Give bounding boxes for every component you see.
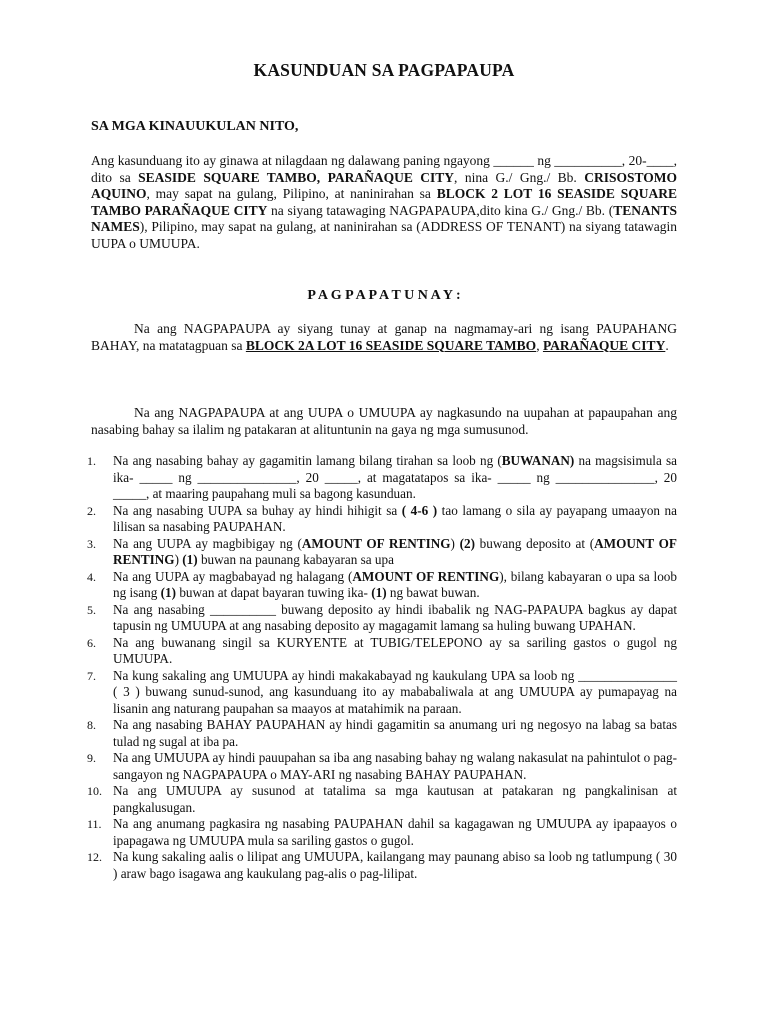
term-item xyxy=(87,816,677,849)
section-heading: P A G P A P A T U N A Y : xyxy=(307,288,461,303)
term-bold: BUWANAN) xyxy=(501,453,575,468)
term-text: Na ang buwanang singil sa KURYENTE at TUBIG/TELEPONO ay sa sariling gastos o gugol ng UMUUPA. xyxy=(113,634,677,666)
landlord-name: CRISOSTOMO AQUINO xyxy=(91,169,678,201)
term-bold: (1) xyxy=(160,585,177,600)
ownership-text: , xyxy=(536,337,543,353)
term-item xyxy=(87,535,677,569)
term-text: Na ang UMUUPA ay susunod at tatalima sa mga kautusan at patakaran ng pangkalinisan at pangkalusugan. xyxy=(113,783,677,815)
term-number: 2. xyxy=(87,503,96,518)
intro-text: Ang kasunduang ito ay ginawa at nilagdaan ng dalawang paning ngayong ______ ng __________, 20-____, dito sa xyxy=(91,153,677,185)
term-text: na magsisimula sa ika- _____ ng _______________, 20 _____, at magatatapos sa ika- _____ ng _______________, 20 _____, at maaring paupahang muli sa bagong kasunduan. xyxy=(113,453,677,501)
term-text: buwang deposito at ( xyxy=(474,535,595,551)
term-text: tao lamang o sila ay payapang umaayon na lilisan sa nasabing PAUPAHAN. xyxy=(113,502,677,534)
tenant-names: TENANTS NAMES xyxy=(91,202,677,234)
intro-text: , may sapat na gulang, Pilipino, at naninirahan sa xyxy=(146,186,437,201)
terms-list xyxy=(87,453,677,882)
term-item xyxy=(87,849,677,882)
term-number: 9. xyxy=(87,751,96,765)
term-text: Na ang anumang pagkasira ng nasabing PAUPAHAN dahil sa kagagawan ng UMUUPA ay ipapaayos o ipapagawa ng UMUUPA mula sa sariling gastos o gugol. xyxy=(113,816,677,848)
term-text: Na kung sakaling ang UMUUPA ay hindi makakabayad ng kaukulang UPA sa loob ng _______________ ( 3 ) buwang sunud-sunod, ang kasunduang ito ay mababaliwala at ang UMUUPA ay pumapayag na lisanin ang naturang paupahan sa maayos at matahimik na paraan. xyxy=(113,667,677,716)
term-number: 4. xyxy=(87,569,96,584)
term-item xyxy=(87,453,677,503)
term-bold: (1) xyxy=(371,585,387,600)
term-item xyxy=(87,750,677,783)
landlord-address: BLOCK 2 LOT 16 SEASIDE SQUARE TAMBO PARAÑAQUE CITY xyxy=(91,186,677,218)
document-title: KASUNDUAN SA PAGPAPAUPA xyxy=(253,60,515,80)
term-number: 11. xyxy=(87,817,102,831)
term-number: 1. xyxy=(87,454,96,468)
intro-text: ), Pilipino, may sapat na gulang, at naninirahan sa (ADDRESS OF TENANT) na siyang tatawagin UUPA o UMUUPA. xyxy=(91,219,677,251)
ownership-text: . xyxy=(665,337,669,353)
ownership-paragraph xyxy=(91,321,677,354)
term-item xyxy=(87,717,677,750)
term-bold: (2) xyxy=(459,535,475,551)
term-number: 7. xyxy=(87,668,96,683)
term-text: Na ang nasabing bahay ay gagamitin lamang bilang tirahan sa loob ng ( xyxy=(113,453,502,468)
agreement-paragraph: Na ang NAGPAPAUPA at ang UUPA o UMUUPA ay nagkasundo na uupahan at papaupahan ang nasabing bahay sa ilalim ng patakaran at alituntunin na gaya ng mga sumusunod. xyxy=(91,405,677,437)
term-text: buwan na paunang kabayaran sa upa xyxy=(197,552,394,567)
intro-paragraph xyxy=(91,153,677,252)
term-number: 3. xyxy=(87,536,96,551)
term-bold: ( 4-6 ) xyxy=(401,502,438,518)
term-text: ), bilang kabayaran o upa sa loob ng isang xyxy=(113,568,677,600)
term-item xyxy=(87,783,677,816)
term-item xyxy=(87,568,677,602)
term-text: ) xyxy=(174,552,183,567)
term-number: 5. xyxy=(87,602,96,617)
term-item xyxy=(87,502,677,536)
term-bold: AMOUNT OF RENTING xyxy=(113,535,677,567)
term-text: Na ang nasabing BAHAY PAUPAHAN ay hindi gagamitin sa anumang uri ng negosyo na labag sa batas tulad ng sugal at iba pa. xyxy=(113,717,677,749)
term-text: Na ang UUPA ay magbibigay ng ( xyxy=(113,535,302,551)
intro-text: , nina G./ Gng./ Bb. xyxy=(454,169,585,185)
term-bold: AMOUNT OF RENTING xyxy=(352,568,500,584)
term-item xyxy=(87,667,677,718)
term-text: Na ang nasabing __________ buwang deposito ay hindi ibabalik ng NAG-PAPAUPA bagkus ay dapat tapusin ng UMUUPA at ang nasabing deposito ay magagamit lamang sa huling buwang UPAHAN. xyxy=(113,601,677,633)
term-text: Na ang UMUUPA ay hindi pauupahan sa iba ang nasabing bahay ng walang nakasulat na pahintulot o pag-sangayon ng NAGPAPAUPA o MAY-ARI ng nasabing BAHAY PAUPAHAN. xyxy=(113,750,677,782)
intro-bold-location: SEASIDE SQUARE TAMBO, PARAÑAQUE CITY xyxy=(138,169,455,185)
term-bold: (1) xyxy=(182,552,198,567)
term-text: Na ang UUPA ay magbabayad ng halagang ( xyxy=(113,568,353,584)
ownership-text: Na ang NAGPAPAUPA ay siyang tunay at ganap na nagmamay-ari ng isang PAUPAHANG BAHAY, na matatagpuan sa xyxy=(91,321,677,353)
term-text: ng bawat buwan. xyxy=(386,585,480,600)
term-item xyxy=(87,634,677,668)
term-text: buwan at dapat bayaran tuwing ika- xyxy=(176,585,372,600)
property-address: BLOCK 2A LOT 16 SEASIDE SQUARE TAMBO xyxy=(245,337,537,353)
term-number: 12. xyxy=(87,850,102,864)
term-number: 8. xyxy=(87,718,96,732)
term-number: 10. xyxy=(87,784,102,798)
salutation: SA MGA KINAUUKULAN NITO, xyxy=(91,119,299,134)
term-text: ) xyxy=(450,535,460,551)
term-item xyxy=(87,601,677,635)
term-number: 6. xyxy=(87,635,96,650)
term-text: Na kung sakaling aalis o lilipat ang UMUUPA, kailangang may paunang abiso sa loob ng tatlumpung ( 30 ) araw bago isagawa ang kaukulang pag-alis o pag-lilipat. xyxy=(113,849,677,881)
term-bold: AMOUNT OF RENTING xyxy=(301,535,451,551)
intro-text: na siyang tatawaging NAGPAPAUPA,dito kina G./ Gng./ Bb. ( xyxy=(267,202,614,218)
term-text: Na ang nasabing UUPA sa buhay ay hindi hihigit sa xyxy=(113,502,402,518)
property-city: PARAÑAQUE CITY xyxy=(542,337,666,353)
